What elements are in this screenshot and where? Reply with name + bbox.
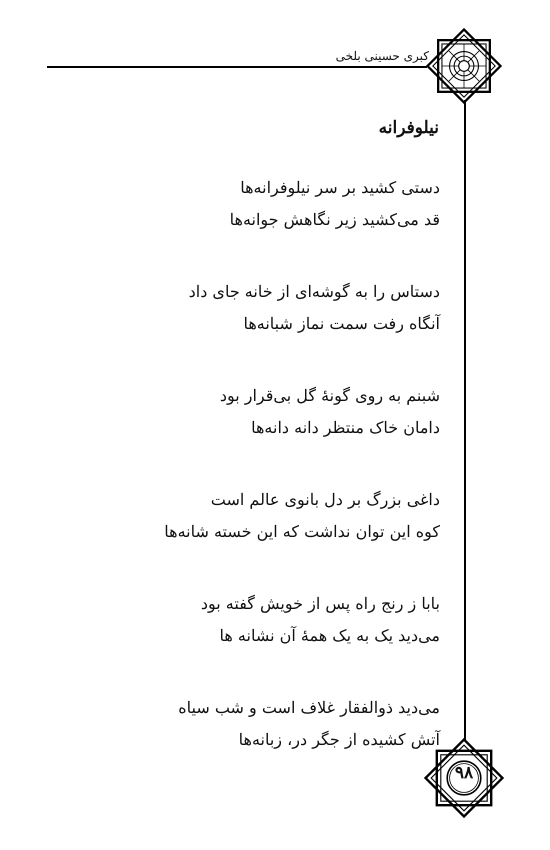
stanza: [80, 588, 440, 652]
stanza: [80, 692, 440, 756]
page-number: ۹۸: [454, 763, 474, 783]
stanza: [80, 172, 440, 236]
poem-body: [80, 172, 440, 796]
verse-line: داغی بزرگ بر دل بانوی عالم است: [210, 490, 440, 509]
verse-line: بابا ز رنج راه پس از خویش گفته بود: [200, 594, 440, 613]
islamic-star-rosette-icon: [426, 28, 502, 104]
verse-line: دستی کشید بر سر نیلوفرانه‌ها: [240, 178, 440, 197]
stanza: [80, 484, 440, 548]
author-name: کبری حسینی بلخی: [335, 49, 429, 63]
poem-title: نیلوفرانه: [378, 118, 439, 138]
header-rule: [47, 66, 427, 68]
stanza: [80, 380, 440, 444]
verse-line: کوه این توان نداشت که این خسته شانه‌ها: [164, 522, 440, 541]
verse-line: می‌دید یک به یک همهٔ آن نشانه ها: [219, 626, 440, 645]
verse-line: شبنم به روی گونهٔ گل بی‌قرار بود: [219, 386, 440, 405]
verse-line: آنگاه رفت سمت نماز شبانه‌ها: [243, 314, 440, 333]
verse-line: دامان خاک منتظر دانه دانه‌ها: [251, 418, 440, 437]
side-rule: [464, 100, 466, 740]
verse-line: دستاس را به گوشه‌ای از خانه جای داد: [188, 282, 440, 301]
verse-line: آتش کشیده از جگر در، زبانه‌ها: [238, 730, 440, 749]
verse-line: می‌دید ذوالفقار غلاف است و شب سیاه: [178, 698, 440, 717]
stanza: [80, 276, 440, 340]
verse-line: قد می‌کشید زیر نگاهش جوانه‌ها: [229, 210, 440, 229]
